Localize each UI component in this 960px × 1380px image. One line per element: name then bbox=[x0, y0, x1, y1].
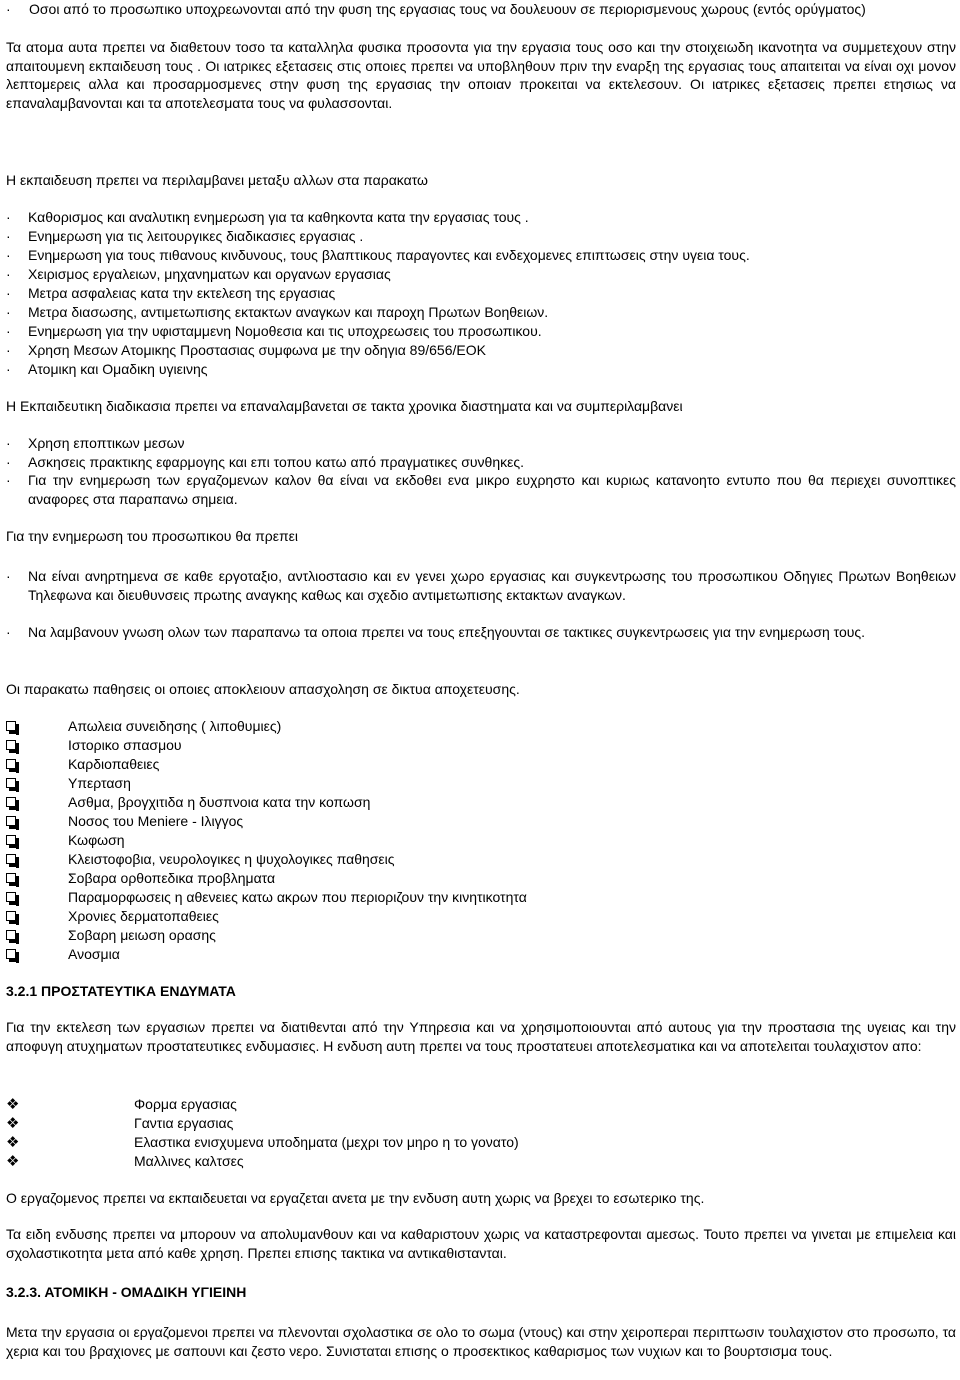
training-intro: Η εκπαιδευση πρεπει να περιλαμβανει μεταξυ αλλων στα παρακατω bbox=[6, 172, 428, 188]
checkbox-square-icon bbox=[6, 797, 16, 807]
paragraph-disinfection: Τα ειδη ενδυσης πρεπει να μπορουν να απολυμανθουν και να καθαριστουν χωρις να καταστρεφονται αμεσως. Τουτο πρεπει να γινεται με επιμελεια και σχολαστικοτητα μετα από καθε χρηση. Πρεπει επισης τακτικα να αντικαθιστανται. bbox=[6, 1226, 956, 1261]
diamond-bullet-icon: ❖ bbox=[6, 1134, 20, 1151]
clothing-item-text: Ελαστικα ενισχυμενα υποδηματα (μεχρι τον μηρο η το γονατο) bbox=[134, 1134, 519, 1150]
training-item-text: Μετρα διασωσης, αντιμετωπισης εκτακτων αναγκων και παροχη Πρωτων Βοηθειων. bbox=[28, 304, 549, 320]
checkbox-square-icon bbox=[6, 740, 16, 750]
training-item bbox=[6, 227, 956, 246]
heading-321: 3.2.1 ΠΡΟΣΤΑΤΕΥΤΙΚΑ ΕΝΔΥΜΑΤΑ bbox=[6, 983, 236, 999]
training-item bbox=[6, 246, 956, 265]
training-item bbox=[6, 208, 956, 227]
training-item-text: Χρηση Μεσων Ατομικης Προστασιας συμφωνα με την οδηγια 89/656/ΕΟΚ bbox=[28, 342, 486, 358]
bullet: · bbox=[6, 247, 11, 263]
paragraph-training-clothing: Ο εργαζομενος πρεπει να εκπαιδευεται να εργαζεται ανετα με την ενδυση αυτη χωρις να βρεχει το εσωτερικο της. bbox=[6, 1190, 705, 1206]
bullet: · bbox=[6, 1, 11, 17]
diamond-bullet-icon: ❖ bbox=[6, 1096, 20, 1113]
checkbox-square-icon bbox=[6, 835, 16, 845]
process-item bbox=[6, 453, 956, 472]
condition-item bbox=[6, 945, 956, 964]
condition-item-text: Ιστορικο σπασμου bbox=[68, 737, 182, 753]
checkbox-square-icon bbox=[6, 759, 16, 769]
condition-item bbox=[6, 831, 956, 850]
training-item bbox=[6, 303, 956, 322]
condition-item bbox=[6, 926, 956, 945]
bullet: · bbox=[6, 209, 11, 225]
bullet: · bbox=[6, 285, 11, 301]
condition-item-text: Κλειστοφοβια, νευρολογικες η ψυχολογικες παθησεις bbox=[68, 851, 395, 867]
process-item-text: Για την ενημερωση των εργαζομενων καλον θα είναι να εκδοθει ενα μικρο ευχρηστο και κυριως κατανοητο εντυπο που θα περιεχει συνοπτικες αναφορες στα παραπανω σημεια. bbox=[28, 472, 956, 507]
condition-item-text: Χρονιες δερματοπαθειες bbox=[68, 908, 219, 924]
staff-item-text: Να λαμβανουν γνωση ολων των παραπανω τα οποια πρεπει να τους επεξηγουνται σε τακτικες συγκεντρωσεις για την ενημερωση τους. bbox=[28, 624, 866, 640]
staff-item bbox=[6, 567, 956, 604]
clothing-item bbox=[6, 1133, 956, 1152]
training-item-text: Καθορισμος και αναλυτικη ενημερωση για τα καθηκοντα κατα την εργασιας τους . bbox=[28, 209, 529, 225]
paragraph-protective-clothing: Για την εκτελεση των εργασιων πρεπει να διατιθενται από την Υπηρεσια και να χρησιμοποιουνται από αυτους για την προστασια της υγειας και την αποφυγη ατυχηματων προστατευτικες ενδυμασιες. Η ενδυση αυτη πρεπει να τους προστατευει αποτελεσματικα και να αποτελειται τουλαχιστον απο: bbox=[6, 1019, 956, 1054]
training-item bbox=[6, 360, 956, 379]
condition-item bbox=[6, 736, 956, 755]
condition-item bbox=[6, 812, 956, 831]
diamond-bullet-icon: ❖ bbox=[6, 1115, 20, 1132]
training-item-text: Ενημερωση για τις λειτουργικες διαδικασιες εργασιας . bbox=[28, 228, 364, 244]
bullet: · bbox=[6, 568, 11, 584]
process-item-text: Ασκησεις πρακτικης εφαρμογης και επι τοπου κατω από πραγματικες συνθηκες. bbox=[28, 454, 525, 470]
condition-item-text: Σοβαρα ορθοπεδικα προβληματα bbox=[68, 870, 276, 886]
process-item-text: Χρηση εποπτικων μεσων bbox=[28, 435, 185, 451]
clothing-item bbox=[6, 1114, 956, 1133]
process-item bbox=[6, 434, 956, 453]
training-item-text: Ενημερωση για την υφισταμμενη Νομοθεσια και τις υποχρεωσεις του προσωπικου. bbox=[28, 323, 542, 339]
staff-item-text: Να είναι ανηρτημενα σε καθε εργοταξιο, αντλιοστασιο και εν γενει χωρο εργασιας και συγκεντρωσης του προσωπικου Οδηγιες Πρωτων Βοηθειων Τηλεφωνα και διευθυνσεις πρωτης αναγκης καθως και σχεδιο αντιμετωπισης εκτακτων αναγκων. bbox=[28, 568, 956, 603]
bullet-text: Οσοι από το προσωπικο υποχρεωνονται από την φυση της εργασιας τους να δουλευουν σε περιορισμενους χωρους (εντός ορύγματος) bbox=[29, 1, 866, 17]
checkbox-square-icon bbox=[6, 892, 16, 902]
checkbox-square-icon bbox=[6, 721, 16, 731]
checkbox-square-icon bbox=[6, 873, 16, 883]
condition-item bbox=[6, 793, 956, 812]
bullet: · bbox=[6, 435, 11, 451]
clothing-item bbox=[6, 1095, 956, 1114]
training-item bbox=[6, 322, 956, 341]
condition-item bbox=[6, 869, 956, 888]
bullet: · bbox=[6, 323, 11, 339]
bullet: · bbox=[6, 624, 11, 640]
clothing-item-text: Φορμα εργασιας bbox=[134, 1096, 237, 1112]
checkbox-square-icon bbox=[6, 778, 16, 788]
process-intro: Η Εκπαιδευτικη διαδικασια πρεπει να επαναλαμβανεται σε τακτα χρονικα διαστηματα και να συμπεριλαμβανει bbox=[6, 398, 683, 414]
process-item bbox=[6, 471, 956, 508]
condition-item-text: Ανοσμια bbox=[68, 946, 120, 962]
condition-item-text: Νοσος του Meniere - Ιλιγγος bbox=[68, 813, 244, 829]
condition-item-text: Παραμορφωσεις η αθενειες κατω ακρων που περιοριζουν την κινητικοτητα bbox=[68, 889, 527, 905]
clothing-item bbox=[6, 1152, 956, 1171]
checkbox-square-icon bbox=[6, 854, 16, 864]
condition-item bbox=[6, 850, 956, 869]
training-item bbox=[6, 341, 956, 360]
condition-item-text: Καρδιοπαθειες bbox=[68, 756, 160, 772]
condition-item-text: Ασθμα, βρογχιτιδα η δυσπνοια κατα την κοπωση bbox=[68, 794, 371, 810]
bullet: · bbox=[6, 266, 11, 282]
training-item-text: Ατομικη και Ομαδικη υγιεινης bbox=[28, 361, 208, 377]
heading-323: 3.2.3. ΑΤΟΜΙΚΗ - ΟΜΑΔΙΚΗ ΥΓΙΕΙΝΗ bbox=[6, 1284, 247, 1300]
condition-item bbox=[6, 907, 956, 926]
clothing-item-text: Γαντια εργασιας bbox=[134, 1115, 234, 1131]
training-item bbox=[6, 284, 956, 303]
paragraph-medical-exams: Τα ατομα αυτα πρεπει να διαθετουν τοσο τα καταλληλα φυσικα προσοντα για την εργασια τους οσο και την στοιχειωδη ικανοτητα να συμμετεχουν στην απαιτουμενη εκπαιδευση τους . Οι ιατρικες εξετασεις στις οποιες πρεπει να υποβληθουν πριν την εναρξη της εργασιας τους απαιτειται να είναι οχι μονον λεπτομερεις αλλα και προσαρμοσμενες στην φυση της εργασιας την οποιαν προκειται να εκτελεσουν. Οι ιατρικες εξετασεις πρεπει ετησιως να επαναλαμβανονται και τα αποτελεσματα τους να φυλασσονται. bbox=[6, 39, 956, 111]
bullet: · bbox=[6, 228, 11, 244]
paragraph-hygiene: Μετα την εργασια οι εργαζομενοι πρεπει να πλενονται σχολαστικα σε ολο το σωμα (ντους) και στην χειροπεραι περιπτωσιν τουλαχιστον στο προσωπο, τα χερια και του βραχιονες με σαπουνι και ζεστο νερο. Συνισταται επισης ο προσεκτικος καθαρισμος των νυχιων και το βουρτσισμα τους. bbox=[6, 1324, 956, 1359]
condition-item bbox=[6, 717, 956, 736]
checkbox-square-icon bbox=[6, 816, 16, 826]
training-item bbox=[6, 265, 956, 284]
bullet: · bbox=[6, 454, 11, 470]
conditions-intro: Οι παρακατω παθησεις οι οποιες αποκλειουν απασχοληση σε δικτυα αποχετευσης. bbox=[6, 681, 520, 697]
diamond-bullet-icon: ❖ bbox=[6, 1153, 20, 1170]
checkbox-square-icon bbox=[6, 930, 16, 940]
bullet: · bbox=[6, 472, 11, 488]
checkbox-square-icon bbox=[6, 949, 16, 959]
condition-item bbox=[6, 774, 956, 793]
condition-item bbox=[6, 755, 956, 774]
bullet: · bbox=[6, 342, 11, 358]
bullet: · bbox=[6, 304, 11, 320]
condition-item-text: Απωλεια συνειδησης ( λιποθυμιες) bbox=[68, 718, 282, 734]
condition-item-text: Κωφωση bbox=[68, 832, 125, 848]
bullet-item-confined-spaces bbox=[6, 0, 956, 19]
clothing-item-text: Μαλλινες καλτσες bbox=[134, 1153, 244, 1169]
condition-item-text: Σοβαρη μειωση ορασης bbox=[68, 927, 216, 943]
bullet: · bbox=[6, 361, 11, 377]
staff-intro: Για την ενημερωση του προσωπικου θα πρεπει bbox=[6, 528, 298, 544]
training-item-text: Μετρα ασφαλειας κατα την εκτελεση της εργασιας bbox=[28, 285, 336, 301]
condition-item-text: Υπερταση bbox=[68, 775, 131, 791]
condition-item bbox=[6, 888, 956, 907]
training-item-text: Ενημερωση για τους πιθανους κινδυνους, τους βλαπτικους παραγοντες και ενδεχομενες επιπτωσεις στην υγεια τους. bbox=[28, 247, 750, 263]
training-item-text: Χειρισμος εργαλειων, μηχανηματων και οργανων εργασιας bbox=[28, 266, 391, 282]
checkbox-square-icon bbox=[6, 911, 16, 921]
staff-item bbox=[6, 623, 956, 642]
